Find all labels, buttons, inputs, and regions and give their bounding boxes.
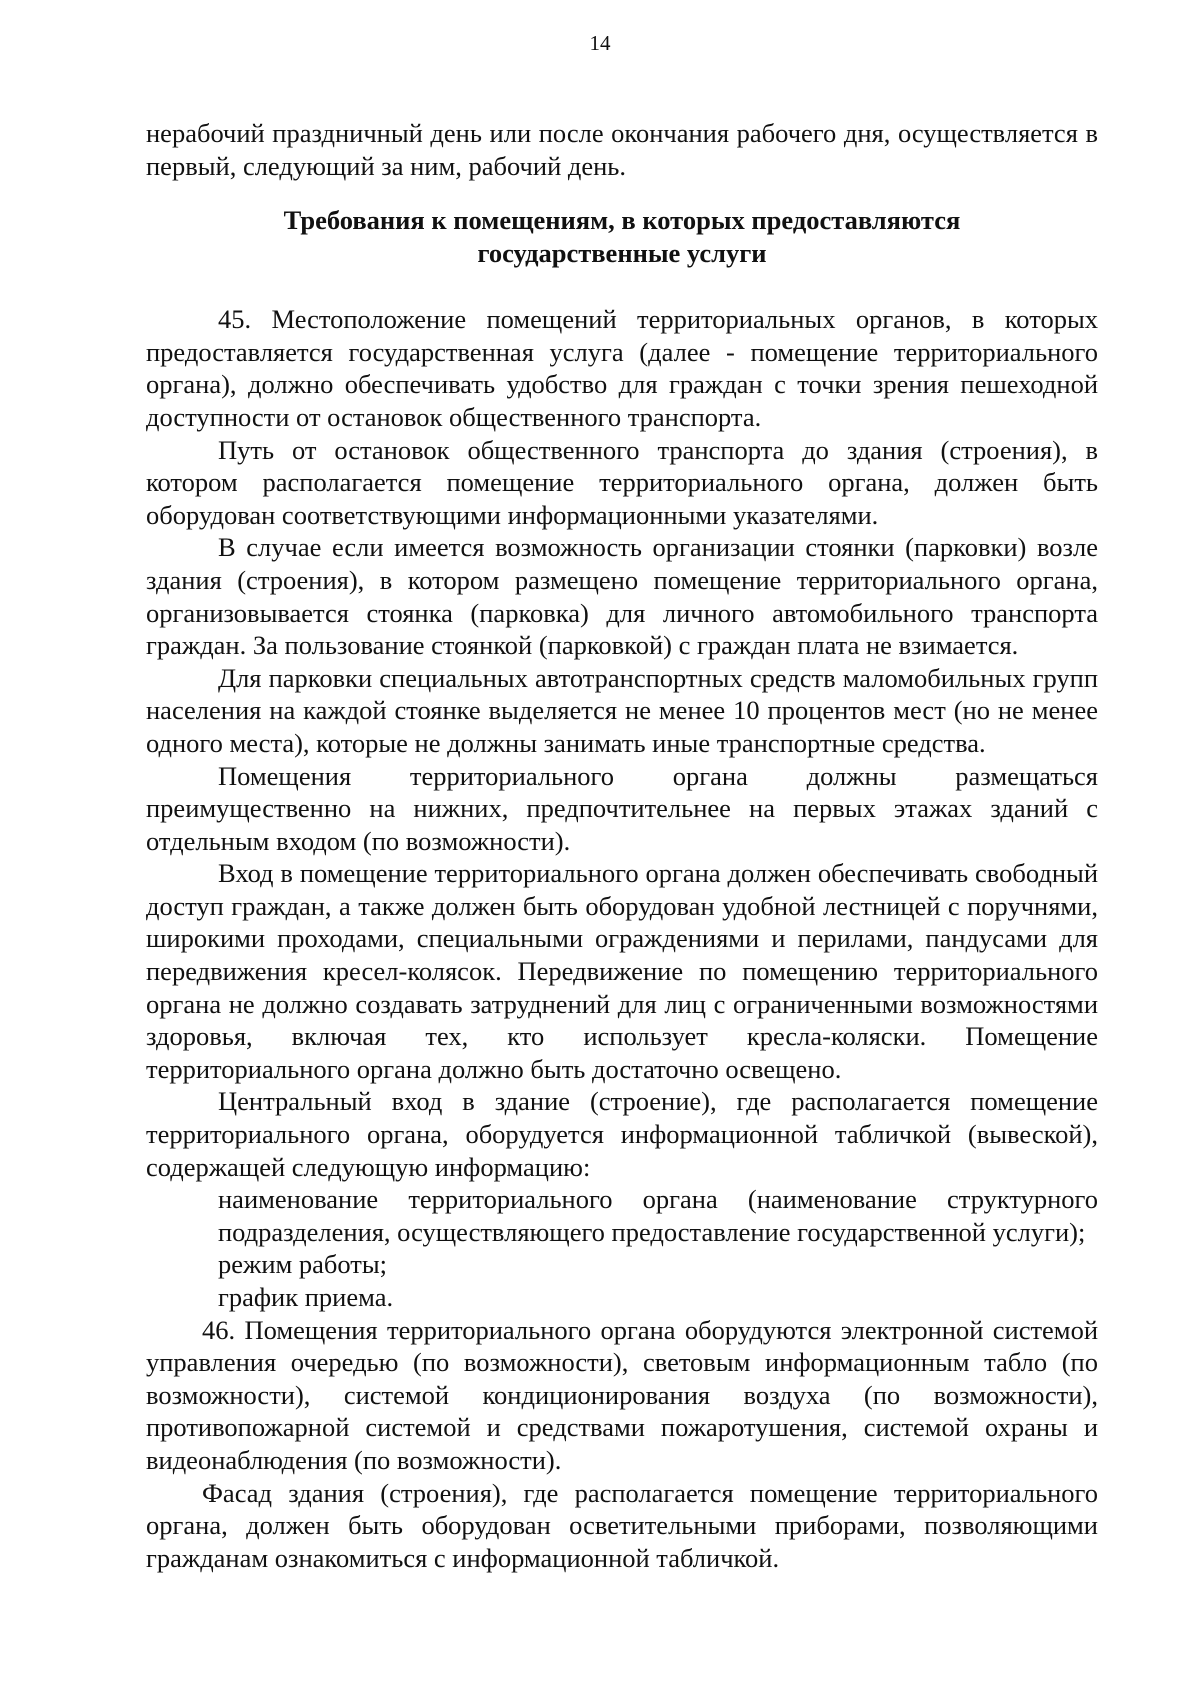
paragraph-46: 46. Помещения территориального органа оборудуются электронной системой управления очередью (по возможности), световым информационным табло (по возможности), системой кондиционирования воздуха (по возможности), противопожарной системой и средствами пожаротушения, системой охраны и видеонаблюдения (по возможности). [146, 1314, 1098, 1475]
paragraph-central-entrance: Центральный вход в здание (строение), где располагается помещение территориального органа, оборудуется информационной табличкой (вывеской), содержащей следующую информацию: [146, 1086, 1098, 1182]
list-item-reception: график приема. [218, 1282, 394, 1312]
paragraph-path: Путь от остановок общественного транспорта до здания (строения), в котором располагается помещение территориального органа, должен быть оборудован соответствующими информационными указателями. [146, 434, 1098, 530]
section-heading [146, 204, 1098, 270]
paragraph-45: 45. Местоположение помещений территориальных органов, в которых предоставляется государственная услуга (далее - помещение территориального органа), должно обеспечивать удобство для граждан с точки зрения пешеходной доступности от остановок общественного транспорта. [146, 304, 1098, 432]
paragraph-entrance: Вход в помещение территориального органа должен обеспечивать свободный доступ граждан, а также должен быть оборудован удобной лестницей с поручнями, широкими проходами, специальными ограждениями и перилами, пандусами для передвижения кресел-колясок. Передвижение по помещению территориального органа не должно создавать затруднений для лиц с ограниченными возможностями здоровья, включая тех, кто использует кресла-коляски. Помещение территориального органа должно быть достаточно освещено. [146, 858, 1098, 1084]
list-item-name: наименование территориального органа (наименование структурного подразделения, осуществляющего предоставление государственной услуги); [218, 1184, 1098, 1247]
paragraph-special-parking: Для парковки специальных автотранспортных средств маломобильных групп населения на каждой стоянке выделяется не менее 10 процентов мест (но не менее одного места), которые не должны занимать иные транспортные средства. [146, 662, 1098, 758]
page-number: 14 [589, 31, 611, 55]
paragraph-floors: Помещения территориального органа должны размещаться преимущественно на нижних, предпочтительнее на первых этажах зданий с отдельным входом (по возможности). [146, 760, 1098, 856]
paragraph-facade: Фасад здания (строения), где располагается помещение территориального органа, должен быть оборудован осветительными приборами, позволяющими гражданам ознакомиться с информационной табличкой. [146, 1477, 1098, 1573]
section-heading-line-1: Требования к помещениям, в которых предоставляются [283, 205, 961, 236]
document-body [146, 117, 1098, 1574]
paragraph-parking: В случае если имеется возможность организации стоянки (парковки) возле здания (строения), в котором размещено помещение территориального органа, организовывается стоянка (парковка) для личного автомобильного транспорта граждан. За пользование стоянкой (парковкой) с граждан плата не взимается. [146, 532, 1098, 661]
list-item-schedule: режим работы; [218, 1249, 388, 1280]
section-heading-line-2: государственные услуги [477, 238, 767, 269]
intro-paragraph: нерабочий праздничный день или после окончания рабочего дня, осуществляется в первый, следующий за ним, рабочий день. [146, 118, 1098, 181]
